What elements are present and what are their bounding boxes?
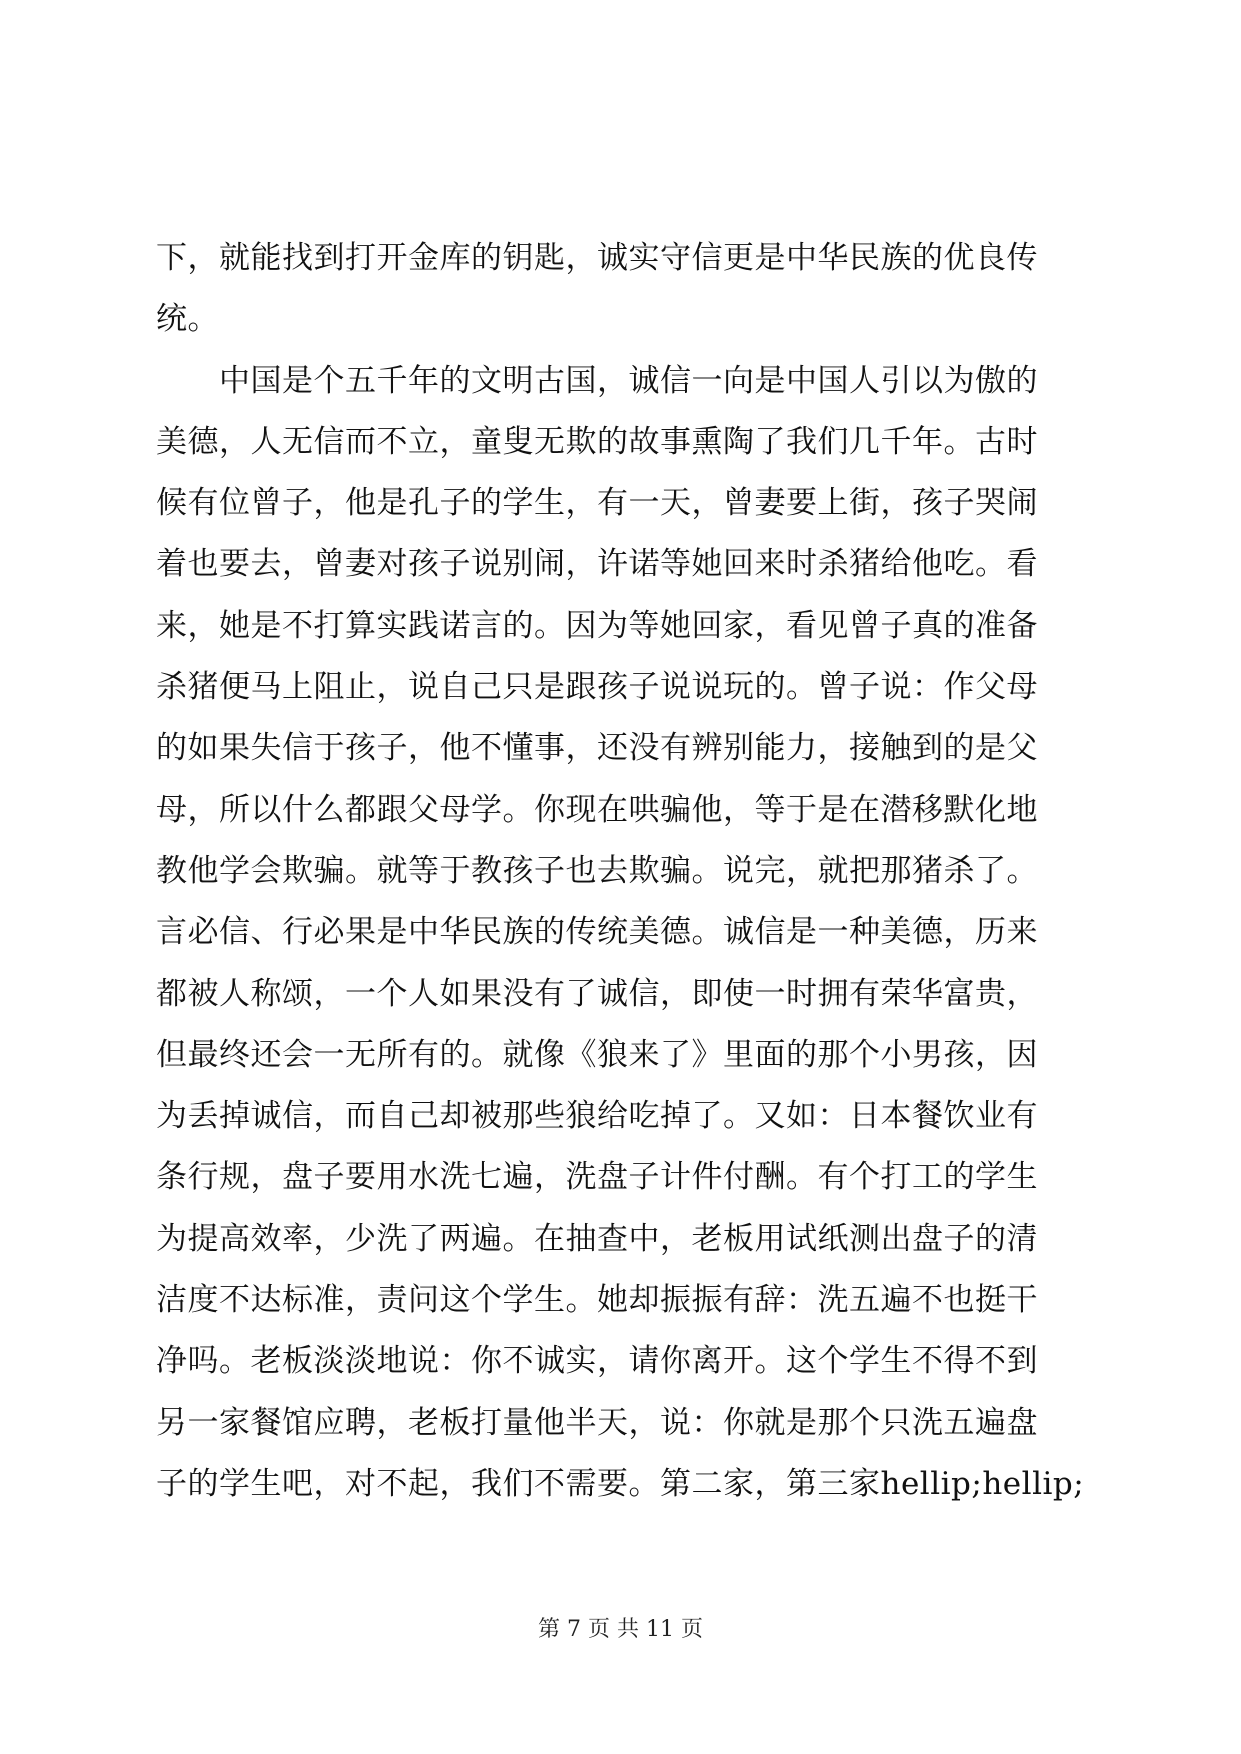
text-line: 候有位曾子，他是孔子的学生，有一天，曾妻要上街，孩子哭闹 <box>156 485 1038 522</box>
text-line: 着也要去，曾妻对孩子说别闹，许诺等她回来时杀猪给他吃。看 <box>156 546 1038 583</box>
text-line: 中国是个五千年的文明古国，诚信一向是中国人引以为傲的 <box>156 362 1038 399</box>
text-line: 母，所以什么都跟父母学。你现在哄骗他，等于是在潜移默化地 <box>156 791 1038 828</box>
text-line: 洁度不达标准，责问这个学生。她却振振有辞：洗五遍不也挺干 <box>156 1282 1038 1319</box>
text-line: 的如果失信于孩子，他不懂事，还没有辨别能力，接触到的是父 <box>156 730 1038 767</box>
text-line: 另一家餐馆应聘，老板打量他半天，说：你就是那个只洗五遍盘 <box>156 1404 1038 1441</box>
text-line: 来，她是不打算实践诺言的。因为等她回家，看见曾子真的准备 <box>156 607 1038 644</box>
text-line: 为丢掉诚信，而自己却被那些狼给吃掉了。又如：日本餐饮业有 <box>156 1098 1038 1135</box>
text-line: 都被人称颂，一个人如果没有了诚信，即使一时拥有荣华富贵， <box>156 975 1038 1012</box>
text-line: 教他学会欺骗。就等于教孩子也去欺骗。说完，就把那猪杀了。 <box>156 852 1038 889</box>
text-line: 统。 <box>156 301 219 338</box>
text-line: 条行规，盘子要用水洗七遍，洗盘子计件付酬。有个打工的学生 <box>156 1159 1038 1196</box>
text-line: 下，就能找到打开金库的钥匙，诚实守信更是中华民族的优良传 <box>156 240 1038 276</box>
text-line: 净吗。老板淡淡地说：你不诚实，请你离开。这个学生不得不到 <box>156 1343 1038 1380</box>
text-line: 为提高效率，少洗了两遍。在抽查中，老板用试纸测出盘子的清 <box>156 1220 1038 1257</box>
text-line: 美德，人无信而不立，童叟无欺的故事熏陶了我们几千年。古时 <box>156 423 1038 460</box>
text-line: 杀猪便马上阻止，说自己只是跟孩子说说玩的。曾子说：作父母 <box>156 669 1038 706</box>
page-number-footer: 第 7 页 共 11 页 <box>538 1617 703 1642</box>
text-line: 子的学生吧，对不起，我们不需要。第二家，第三家hellip;hellip; <box>156 1465 1085 1502</box>
body-text <box>156 228 1096 1515</box>
text-line: 但最终还会一无所有的。就像《狼来了》里面的那个小男孩，因 <box>156 1036 1038 1073</box>
text-line: 言必信、行必果是中华民族的传统美德。诚信是一种美德，历来 <box>156 914 1038 951</box>
